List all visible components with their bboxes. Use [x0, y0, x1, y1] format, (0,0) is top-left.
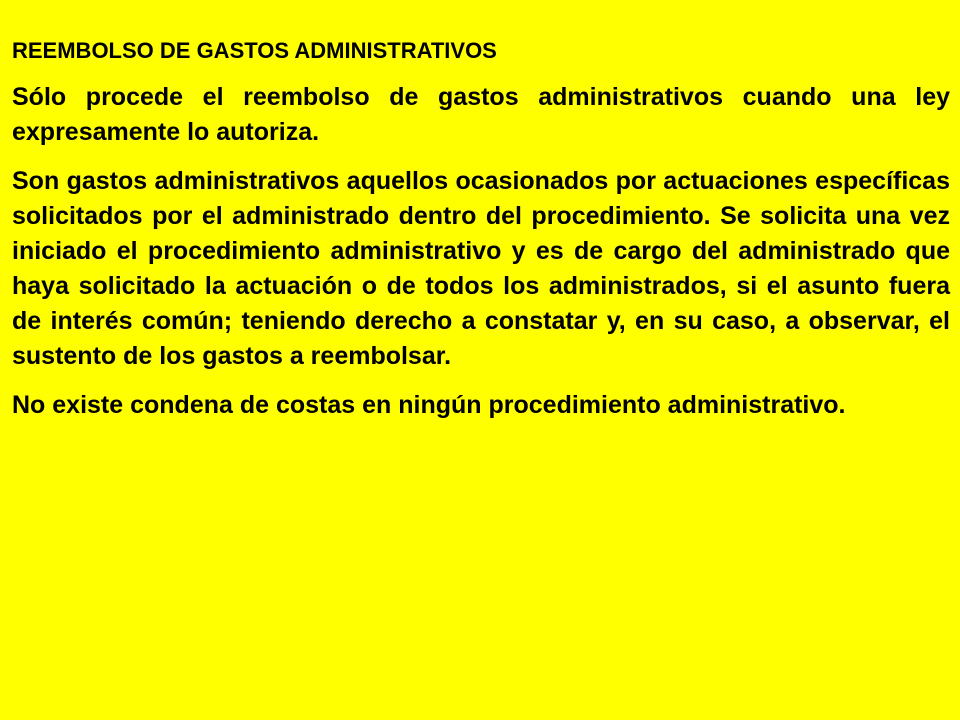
slide-title: REEMBOLSO DE GASTOS ADMINISTRATIVOS	[12, 38, 497, 63]
paragraph-administrative-expenses-definition: Son gastos administrativos aquellos ocasionados por actuaciones específicas solicitados por el administrado dentro del procedimiento. Se solicita una vez iniciado el procedimiento administrativo y es de cargo del administrado que haya solicitado la actuación o de todos los administrados, si el asunto fuera de interés común; teniendo derecho a constatar y, en su caso, a observar, el sustento de los gastos a reembolsar.	[12, 167, 950, 370]
paragraph-no-costs-condemnation: No existe condena de costas en ningún procedimiento administrativo.	[12, 391, 846, 419]
paragraph-reimbursement-condition: Sólo procede el reembolso de gastos administrativos cuando una ley expresamente lo autoriza.	[12, 83, 950, 146]
